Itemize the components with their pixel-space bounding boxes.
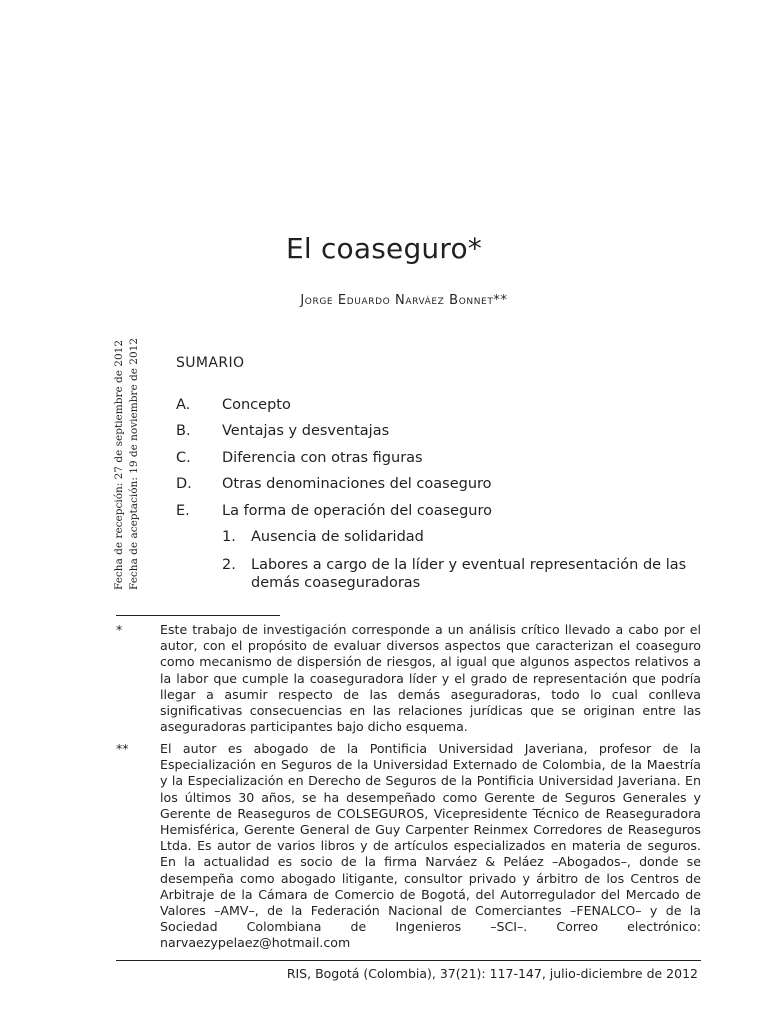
sumario-heading: SUMARIO [176,355,245,371]
sumario-subitem-number: 2. [222,557,236,573]
sumario-item-text: La forma de operación del coaseguro [222,503,492,519]
sumario-subitem-text: Labores a cargo de la líder y eventual representación de las demás coaseguradoras [251,557,687,591]
accepted-date: Fecha de aceptación: 19 de noviembre de 2012 [128,338,140,590]
running-footer: RIS, Bogotá (Colombia), 37(21): 117-147, julio-diciembre de 2012 [286,966,698,981]
footnote-mark: * [116,622,123,637]
submission-dates [112,338,142,590]
footer-rule [116,960,701,961]
sumario-item-letter: D. [176,476,192,492]
sumario-subitem-text: Ausencia de solidaridad [251,529,424,545]
sumario-item-letter: B. [176,423,191,439]
sumario-subitem-number: 1. [222,529,236,545]
article-author: Jorge Eduardo Narváez Bonnet** [300,293,508,308]
footnote-separator [116,615,280,616]
sumario-item-text: Concepto [222,397,291,413]
footnote-text: El autor es abogado de la Pontificia Universidad Javeriana, profesor de la Especialización en Seguros de la Universidad Externado de Colombia, de la Maestría y la Especialización en Derecho de Seguros de la Pontificia Universidad Javeriana. En los últimos 30 años, se ha desempeñado como Gerente de Seguros Generales y Gerente de Reaseguros de COLSEGUROS, Vicepresidente Técnico de Reaseguradora Hemisférica, Gerente General de Guy Carpenter Reinmex Corredores de Reaseguros Ltda. Es autor de varios libros y de artículos especializados en materia de seguros. En la actualidad es socio de la firma Narváez & Peláez –Abogados–, donde se desempeña como abogado litigante, consultor privado y árbitro de los Centros de Arbitraje de la Cámara de Comercio de Bogotá, del Autorregulador del Mercado de Valores –AMV–, de la Federación Nacional de Comerciantes –FENALCO– y de la Sociedad Colombiana de Ingenieros –SCI–. Correo electrónico: narvaezypelaez@hotmail.com [160,741,701,951]
sumario-item-letter: A. [176,397,191,413]
sumario-item-letter: E. [176,503,190,519]
footnote-text: Este trabajo de investigación corresponde a un análisis crítico llevado a cabo por el autor, con el propósito de evaluar diversos aspectos que caracterizan el coaseguro como mecanismo de dispersión de riesgos, al igual que algunos aspectos relativos a la labor que cumple la coaseguradora líder y el grado de representación que podría llegar a asumir respecto de las demás aseguradoras, todo lo cual conlleva significativas consecuencias en las relaciones jurídicas que se originan entre las aseguradoras participantes bajo dicho esquema. [160,622,701,735]
sumario-item-text: Otras denominaciones del coaseguro [222,476,492,492]
footnote-2 [116,741,701,951]
footnote-mark: ** [116,741,129,756]
received-date: Fecha de recepción: 27 de septiembre de 2012 [113,339,125,590]
sumario-item-letter: C. [176,450,191,466]
sumario-item-text: Diferencia con otras figuras [222,450,423,466]
sumario-item-text: Ventajas y desventajas [222,423,390,439]
article-title: El coaseguro* [285,232,483,265]
footnote-1 [116,622,701,737]
